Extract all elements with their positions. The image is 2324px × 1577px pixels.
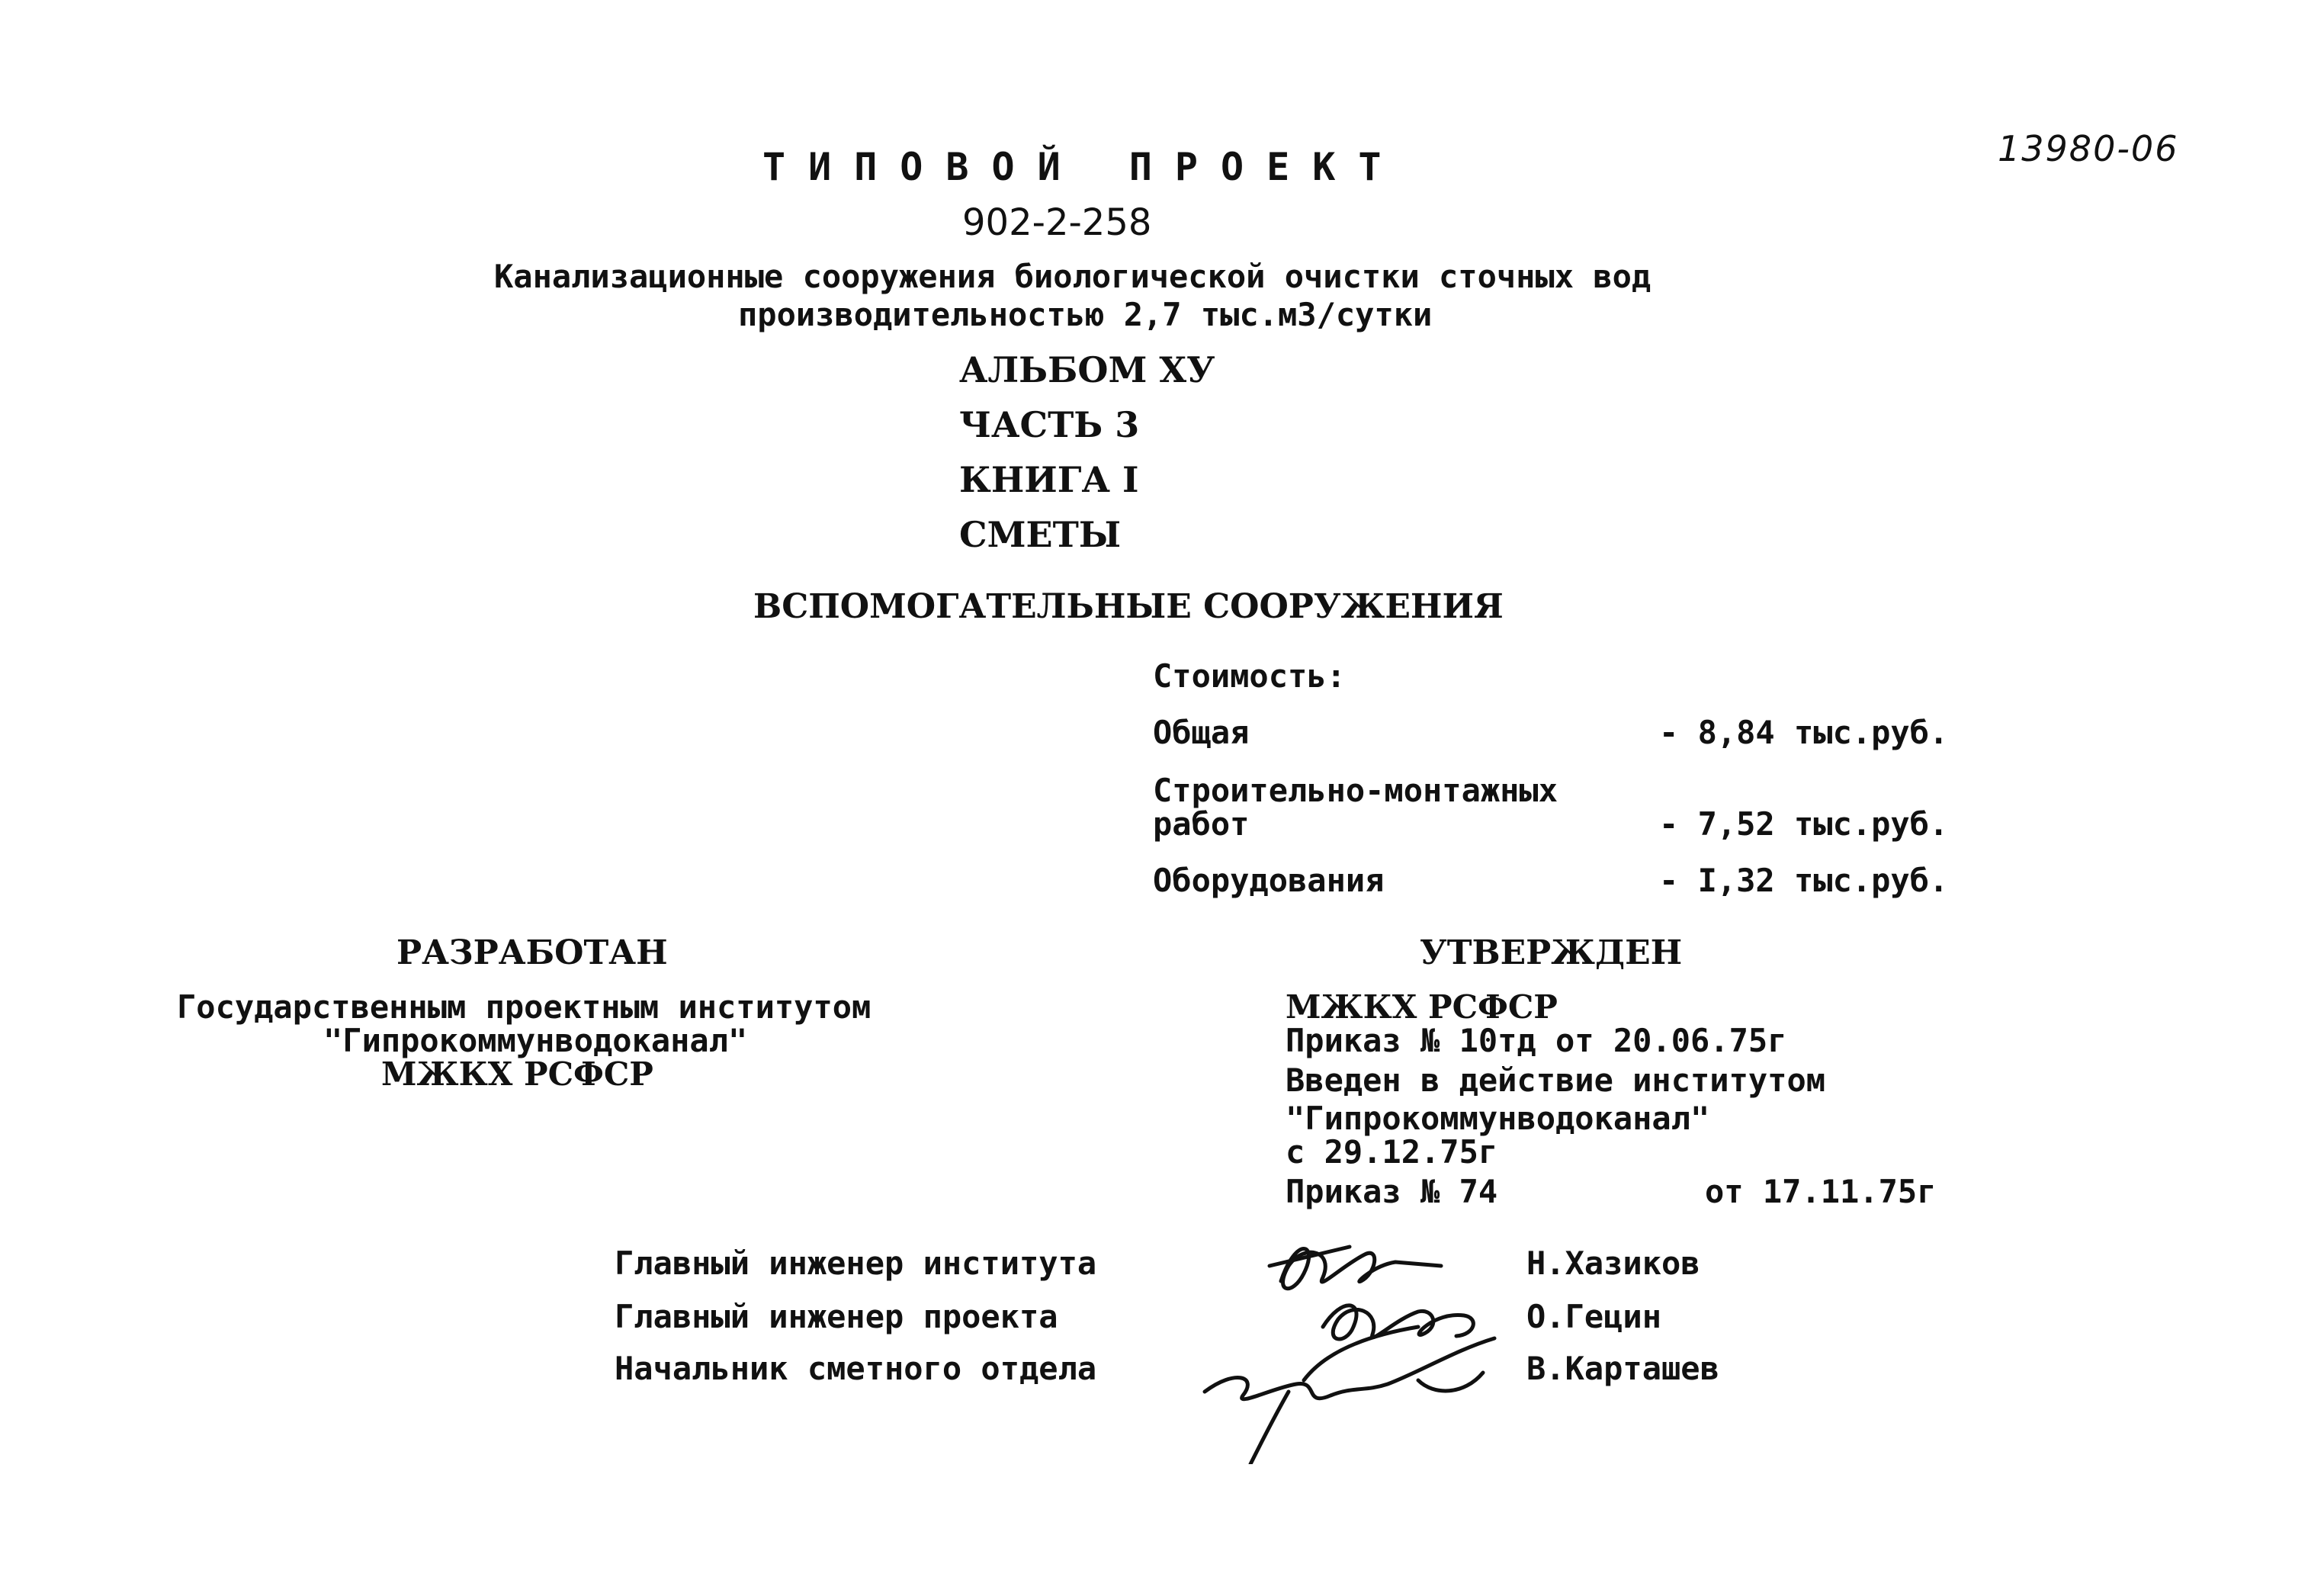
project-number: 902-2-258 <box>962 201 1152 244</box>
book-label: КНИГА I <box>959 459 1139 500</box>
developed-line-3: МЖКХ РСФСР <box>381 1055 653 1093</box>
signature-1 <box>1270 1247 1441 1289</box>
signatory-name-2: О.Гецин <box>1526 1298 1662 1335</box>
project-description-line-1: Канализационные сооружения биологической очистки сточных вод <box>494 258 1652 295</box>
developed-line-1: Государственным проектным институтом <box>177 988 872 1026</box>
approved-line-6-date: от 17.11.75г <box>1705 1173 1937 1210</box>
signatory-role-1: Главный инженер института <box>615 1245 1097 1282</box>
signatory-role-2: Главный инженер проекта <box>615 1298 1058 1335</box>
approved-line-1: МЖКХ РСФСР <box>1286 988 1558 1026</box>
approved-line-3: Введен в действие институтом <box>1286 1062 1826 1099</box>
album-label: АЛЬБОМ ХУ <box>959 349 1215 390</box>
signatory-name-1: Н.Хазиков <box>1526 1245 1700 1282</box>
approved-heading: УТВЕРЖДЕН <box>1420 933 1683 972</box>
signature-2 <box>1304 1306 1473 1380</box>
approved-line-6-order: Приказ № 74 <box>1286 1173 1498 1210</box>
signatory-role-3: Начальник сметного отдела <box>615 1350 1097 1387</box>
part-label: ЧАСТЬ 3 <box>959 404 1140 445</box>
document-code: 13980-06 <box>1998 128 2179 169</box>
cost-construction-label-line-2: работ <box>1153 805 1250 843</box>
approved-line-4: "Гипрокоммунводоканал" <box>1286 1100 1710 1137</box>
handwritten-signatures <box>1189 1220 1510 1464</box>
developed-heading: РАЗРАБОТАН <box>396 933 668 972</box>
approved-line-2: Приказ № 10тд от 20.06.75г <box>1286 1022 1787 1059</box>
approved-line-5: с 29.12.75г <box>1286 1133 1498 1171</box>
content-label: СМЕТЫ <box>959 514 1122 555</box>
signatory-name-3: В.Карташев <box>1526 1350 1719 1387</box>
document-title: ТИПОВОЙ ПРОЕКТ <box>762 145 1404 189</box>
cost-total-value: - 8,84 тыс.руб. <box>1659 714 1949 751</box>
project-description-line-2: производительностью 2,7 тыс.м3/сутки <box>738 296 1433 333</box>
cost-heading: Стоимость: <box>1153 657 1346 695</box>
cost-equipment-label: Оборудования <box>1153 862 1385 899</box>
signature-3 <box>1205 1338 1494 1464</box>
cost-total-label: Общая <box>1153 714 1250 751</box>
cost-construction-label-line-1: Строительно-монтажных <box>1153 772 1558 809</box>
section-title: ВСПОМОГАТЕЛЬНЫЕ СООРУЖЕНИЯ <box>753 587 1504 626</box>
cost-equipment-value: - I,32 тыс.руб. <box>1659 862 1949 899</box>
cost-construction-value: - 7,52 тыс.руб. <box>1659 805 1949 843</box>
developed-line-2: "Гипрокоммунводоканал" <box>323 1022 748 1059</box>
